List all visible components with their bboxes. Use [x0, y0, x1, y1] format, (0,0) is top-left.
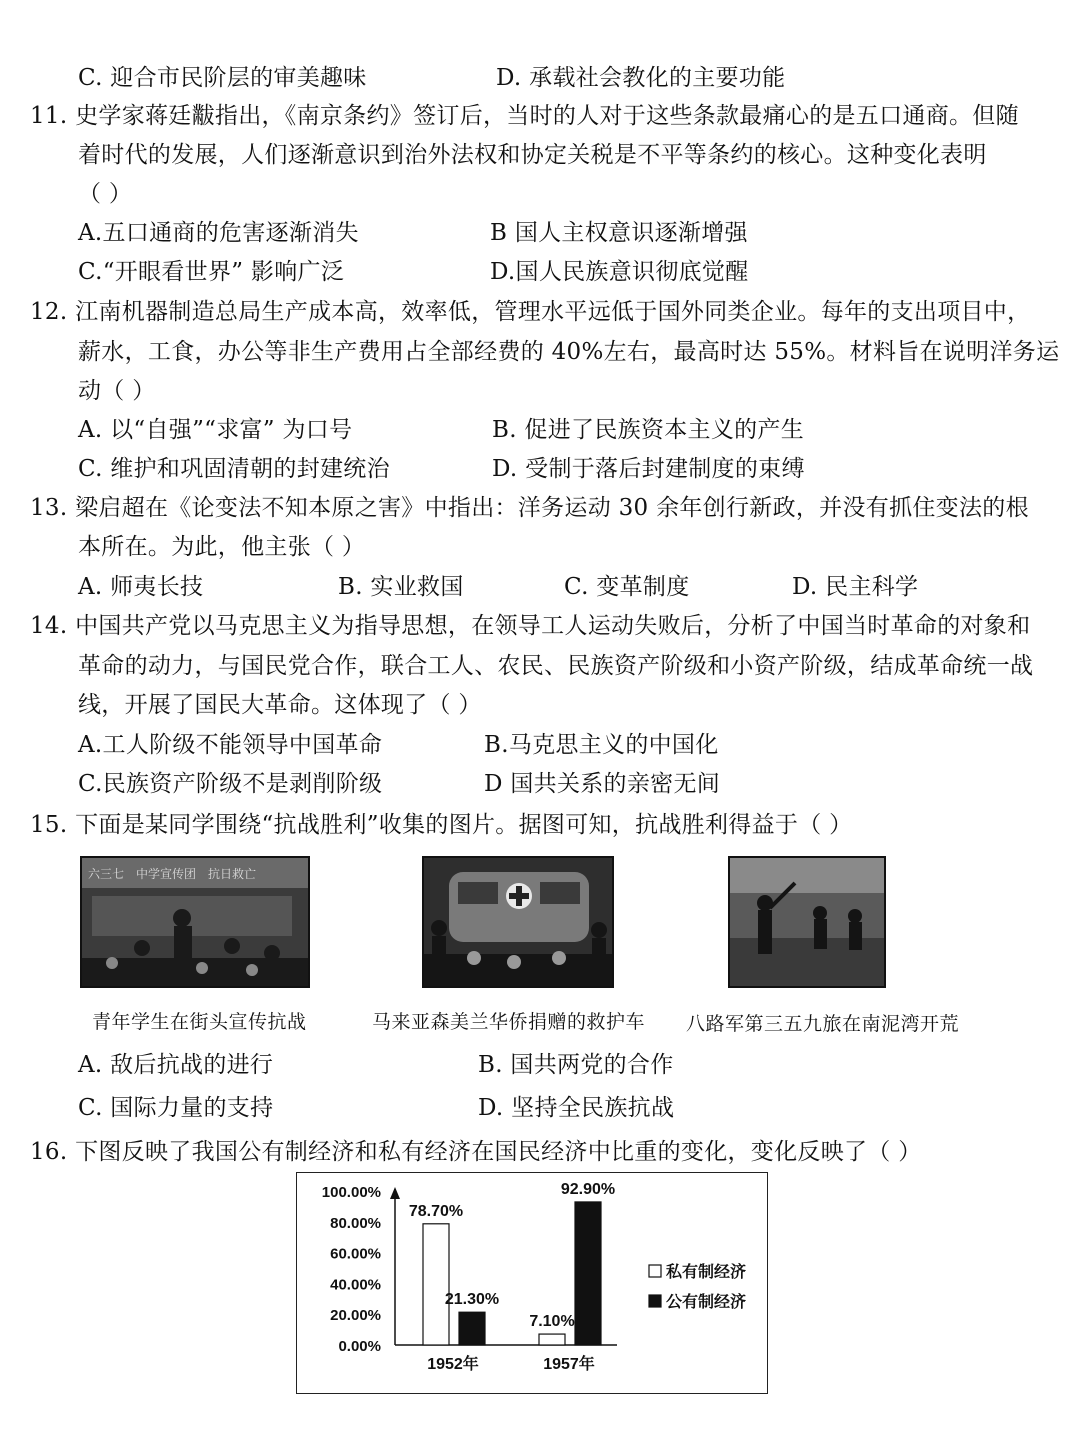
- q14-stem-line2: 革命的动力，与国民党合作，联合工人、农民、民族资产阶级和小资产阶级，结成革命统一战: [78, 653, 1034, 679]
- y-tick-label: 80.00%: [330, 1214, 381, 1232]
- q12-stem-line1: 12. 江南机器制造总局生产成本高，效率低，管理水平远低于国外同类企业。每年的支出项目中，: [30, 299, 1031, 325]
- caption-photo1: 青年学生在街头宣传抗战: [92, 1011, 307, 1033]
- q14-option-c: C.民族资产阶级不是剥削阶级: [78, 771, 383, 797]
- q13-stem-line2: 本所在。为此，他主张（ ）: [78, 534, 366, 560]
- bar-public-1: [575, 1202, 601, 1345]
- legend-swatch: [649, 1295, 661, 1307]
- q12-option-d: D. 受制于落后封建制度的束缚: [492, 456, 805, 482]
- x-category-label: 1952年: [427, 1356, 479, 1373]
- photo-359th-brigade-land-reclamation: [728, 856, 886, 988]
- q11-option-b: B 国人主权意识逐渐增强: [490, 220, 748, 246]
- q12-stem-line2: 薪水，工食，办公等非生产费用占全部经费的 40%左右，最高时达 55%。材料旨在说明洋务运: [78, 339, 1060, 365]
- q15-option-b: B. 国共两党的合作: [478, 1052, 674, 1078]
- q10-option-d: D. 承载社会教化的主要功能: [496, 65, 786, 91]
- bar-value-label: 21.30%: [444, 1291, 500, 1309]
- y-axis-arrow: [390, 1187, 400, 1199]
- photo-overseas-chinese-ambulance: [422, 856, 614, 988]
- y-tick-label: 40.00%: [330, 1276, 381, 1294]
- bar-value-label: 92.90%: [560, 1180, 616, 1198]
- caption-photo2: 马来亚森美兰华侨捐赠的救护车: [372, 1011, 646, 1033]
- q15-stem: 15. 下面是某同学围绕“抗战胜利”收集的图片。据图可知，抗战胜利得益于（ ）: [30, 812, 853, 838]
- chart-svg: [297, 1173, 767, 1393]
- q14-stem-line3: 线，开展了国民大革命。这体现了（ ）: [78, 692, 482, 718]
- legend-label: 私有制经济: [666, 1264, 747, 1281]
- q15-option-c: C. 国际力量的支持: [78, 1095, 274, 1121]
- q13-option-a: A. 师夷长技: [78, 574, 204, 600]
- economy-share-chart: [296, 1172, 768, 1394]
- q11-option-c: C.“开眼看世界” 影响广泛: [78, 259, 345, 285]
- q14-option-a: A.工人阶级不能领导中国革命: [78, 732, 383, 758]
- q15-option-a: A. 敌后抗战的进行: [78, 1052, 274, 1078]
- bar-value-label: 78.70%: [408, 1202, 464, 1220]
- caption-photo3: 八路军第三五九旅在南泥湾开荒: [686, 1013, 960, 1035]
- y-tick-label: 20.00%: [330, 1307, 381, 1325]
- bar-private-0: [423, 1224, 449, 1345]
- q11-stem-line1: 11. 史学家蒋廷黻指出，《南京条约》签订后，当时的人对于这些条款最痛心的是五口通商。但随: [30, 103, 1019, 129]
- q12-option-b: B. 促进了民族资本主义的产生: [492, 417, 805, 443]
- legend-label: 公有制经济: [666, 1294, 747, 1311]
- q13-stem-line1: 13. 梁启超在《论变法不知本原之害》中指出：洋务运动 30 余年创行新政，并没有抓住变法的根: [30, 495, 1029, 521]
- bar-value-label: 7.10%: [529, 1313, 575, 1331]
- y-tick-label: 100.00%: [321, 1184, 381, 1201]
- photo1-banner-text: 六三七 中学宣传团 抗日救亡: [88, 867, 257, 881]
- q11-stem-line2: 着时代的发展，人们逐渐意识到治外法权和协定关税是不平等条约的核心。这种变化表明: [78, 142, 987, 168]
- q13-option-c: C. 变革制度: [564, 574, 690, 600]
- y-tick-label: 0.00%: [338, 1338, 381, 1355]
- q12-stem-line3: 动（ ）: [78, 378, 156, 404]
- q13-option-d: D. 民主科学: [792, 574, 919, 600]
- q14-stem-line1: 14. 中国共产党以马克思主义为指导思想，在领导工人运动失败后，分析了中国当时革命的对象和: [30, 613, 1031, 639]
- photo-students-street-propaganda: [80, 856, 310, 988]
- x-category-label: 1957年: [543, 1356, 595, 1373]
- bar-public-0: [459, 1312, 485, 1345]
- q14-option-d: D 国共关系的亲密无间: [484, 771, 721, 797]
- bar-private-1: [539, 1334, 565, 1345]
- q11-option-d: D.国人民族意识彻底觉醒: [490, 259, 749, 285]
- q12-option-a: A. 以“自强”“求富” 为口号: [78, 417, 353, 443]
- q11-option-a: A.五口通商的危害逐渐消失: [78, 220, 359, 246]
- q11-stem-line3: （ ）: [78, 181, 133, 207]
- q14-option-b: B.马克思主义的中国化: [484, 732, 719, 758]
- y-tick-label: 60.00%: [330, 1245, 381, 1263]
- q10-option-c: C. 迎合市民阶层的审美趣味: [78, 65, 367, 91]
- q12-option-c: C. 维护和巩固清朝的封建统治: [78, 456, 390, 482]
- legend-swatch: [649, 1265, 661, 1277]
- q16-stem: 16. 下图反映了我国公有制经济和私有经济在国民经济中比重的变化，变化反映了（ ）: [30, 1139, 922, 1165]
- q15-option-d: D. 坚持全民族抗战: [478, 1095, 675, 1121]
- q13-option-b: B. 实业救国: [338, 574, 464, 600]
